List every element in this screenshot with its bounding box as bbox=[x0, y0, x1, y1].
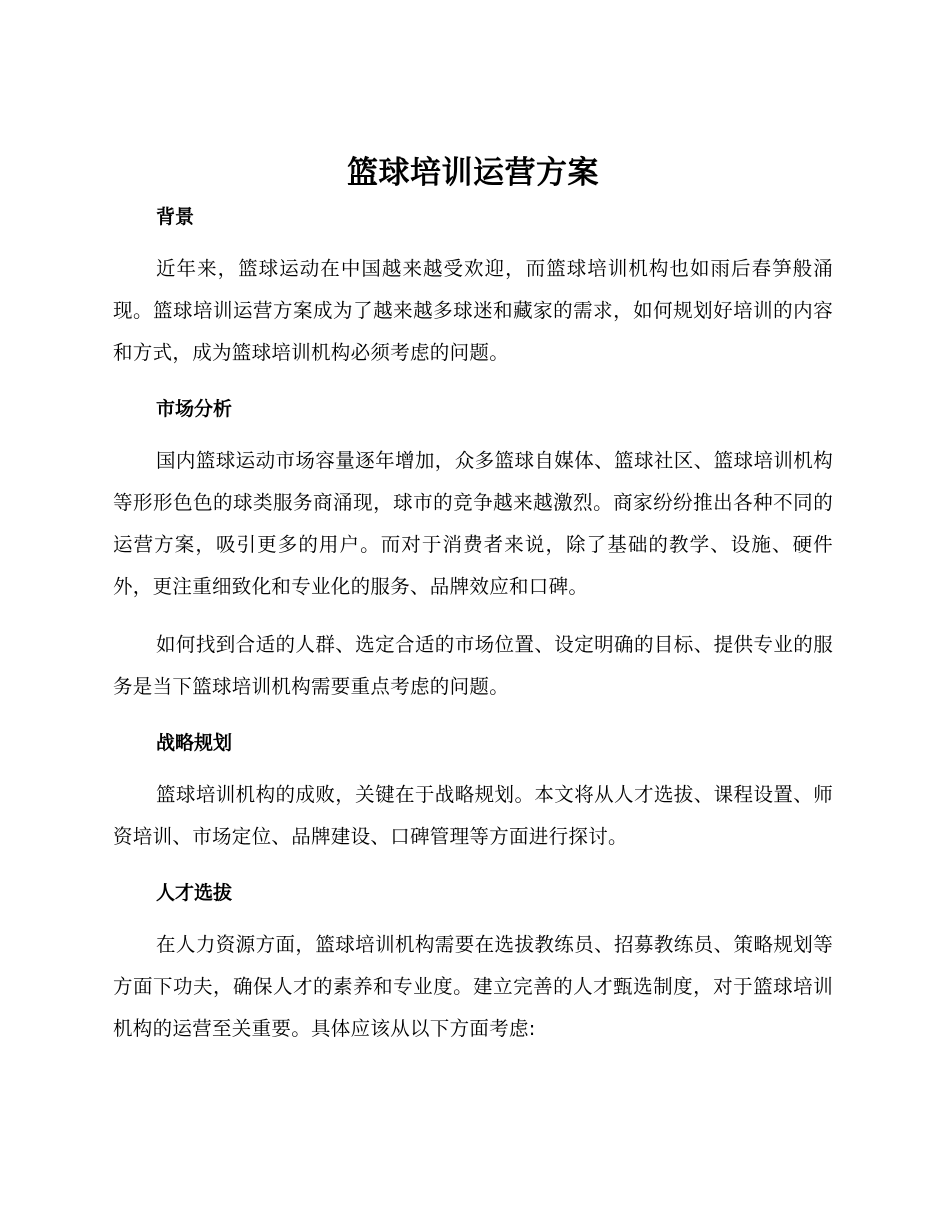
section-heading-market-analysis: 市场分析 bbox=[156, 398, 233, 420]
paragraph-strategy: 篮球培训机构的成败，关键在于战略规划。本文将从人才选拔、课程设置、师资培训、市场定位、品牌建设、口碑管理等方面进行探讨。 bbox=[113, 783, 833, 848]
section-heading-background: 背景 bbox=[156, 206, 195, 228]
paragraph-market-analysis-2: 如何找到合适的人群、选定合适的市场位置、设定明确的目标、提供专业的服务是当下篮球培训机构需要重点考虑的问题。 bbox=[113, 633, 833, 698]
paragraph-market-analysis-1: 国内篮球运动市场容量逐年增加，众多篮球自媒体、篮球社区、篮球培训机构等形形色色的球类服务商涌现，球市的竞争越来越激烈。商家纷纷推出各种不同的运营方案，吸引更多的用户。而对于消费者来说，除了基础的教学、设施、硬件外，更注重细致化和专业化的服务、品牌效应和口碑。 bbox=[113, 449, 833, 598]
section-heading-talent-selection: 人才选拔 bbox=[156, 882, 233, 904]
paragraph-talent-selection: 在人力资源方面，篮球培训机构需要在选拔教练员、招募教练员、策略规划等方面下功夫，确保人才的素养和专业度。建立完善的人才甄选制度，对于篮球培训机构的运营至关重要。具体应该从以下方面考虑: bbox=[113, 933, 833, 1040]
section-heading-strategy: 战略规划 bbox=[156, 732, 233, 754]
document-title: 篮球培训运营方案 bbox=[347, 155, 599, 191]
document-body bbox=[113, 150, 833, 1050]
paragraph-background: 近年来，篮球运动在中国越来越受欢迎，而篮球培训机构也如雨后春笋般涌现。篮球培训运营方案成为了越来越多球迷和藏家的需求，如何规划好培训的内容和方式，成为篮球培训机构必须考虑的问题。 bbox=[113, 257, 833, 364]
